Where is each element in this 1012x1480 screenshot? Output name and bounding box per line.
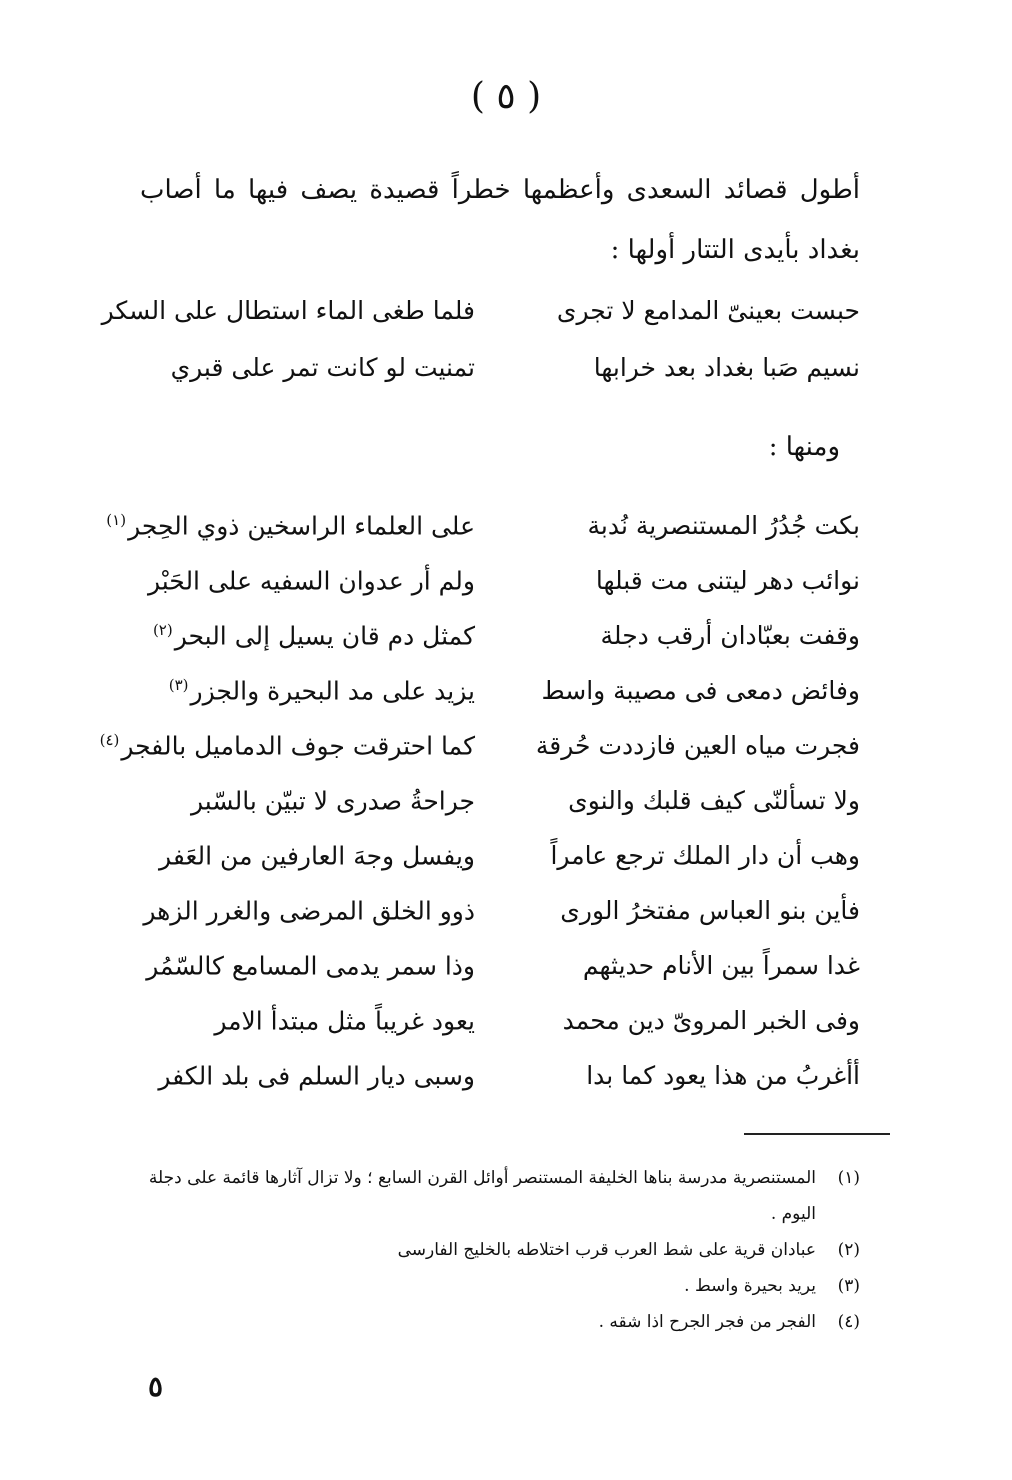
hemistich-text: وسبى ديار السلم فى بلد الكفر — [158, 1061, 475, 1091]
footnote-number: (١) — [837, 1168, 860, 1188]
hemistich-text: يعود غريباً مثل مبتدأ الامر — [214, 1006, 475, 1036]
verse-first-hemistich: ولا تسألنّى كيف قلبك والنوى — [568, 786, 860, 815]
verse-first-hemistich: وهب أن دار الملك ترجع عامراً — [550, 841, 860, 870]
verse-first-hemistich: وفائض دمعى فى مصيبة واسط — [541, 676, 860, 705]
footnote-number: (٣) — [837, 1276, 860, 1296]
verse-line — [140, 883, 860, 938]
main-verses — [99, 498, 860, 1103]
verse-second-hemistich — [140, 1061, 475, 1090]
verse-second-hemistich — [140, 1006, 475, 1035]
footnote-text: عبادان قرية على شط العرب قرب اختلاطه بالخليج الفارسى — [397, 1240, 816, 1260]
footnote-divider — [744, 1133, 890, 1135]
intro-paragraph: أطول قصائد السعدى وأعظمها خطراً قصيدة يصف فيها ما أصاب بغداد بأيدى التتار أولها : — [140, 175, 860, 265]
verse-line — [140, 828, 860, 883]
footnote-number: (٢) — [837, 1240, 860, 1260]
verse-second-hemistich — [140, 676, 475, 705]
verse-first-hemistich: أأغربُ من هذا يعود كما بدا — [586, 1061, 860, 1090]
verse-first-hemistich: فأين بنو العباس مفتخرُ الورى — [560, 896, 860, 925]
verse-first-hemistich: نسيم صَبا بغداد بعد خرابها — [593, 353, 860, 382]
hemistich-text: كمثل دم قان يسيل إلى البحر — [174, 621, 475, 651]
section-label: ومنها : — [768, 432, 840, 462]
footnote — [140, 1304, 860, 1340]
hemistich-text: يزيد على مد البحيرة والجزر — [190, 676, 475, 706]
hemistich-text: ذوو الخلق المرضى والغرر الزهر — [143, 896, 475, 926]
footnote-number: (٤) — [837, 1312, 860, 1332]
verse-second-hemistich — [140, 786, 475, 815]
footnote — [140, 1232, 860, 1268]
verse-line — [140, 993, 860, 1048]
verse-line — [140, 339, 860, 396]
verse-second-hemistich — [140, 566, 475, 595]
page-number: ٥ — [148, 1370, 164, 1403]
verse-line — [140, 553, 860, 608]
footnote-text: الفجر من فجر الجرح اذا شقه . — [598, 1312, 816, 1332]
verse-first-hemistich: حبست بعينىّ المدامع لا تجرى — [556, 296, 860, 325]
verse-second-hemistich — [140, 621, 475, 650]
verse-line — [106, 498, 860, 553]
verse-line — [140, 938, 860, 993]
verse-first-hemistich: فجرت مياه العين فازددت حُرقة — [535, 731, 860, 760]
hemistich-text: على العلماء الراسخين ذوي الحِجر — [128, 511, 475, 541]
hemistich-text: ويفسل وجهَ العارفين من العَفر — [159, 841, 475, 871]
hemistich-text: ولم أر عدوان السفيه على الحَبْر — [147, 566, 475, 596]
verse-first-hemistich: نوائب دهر ليتنى مت قبلها — [595, 566, 860, 595]
footnote-text: المستنصرية مدرسة بناها الخليفة المستنصر أوائل القرن السابع ؛ ولا تزال آثارها قائمة على دجلة اليوم . — [148, 1168, 816, 1224]
verse-second-hemistich — [106, 510, 475, 541]
hemistich-text: جراحةُ صدرى لا تبيّن بالسّبر — [191, 786, 475, 816]
hemistich-text: وذا سمر يدمى المسامع كالسّمُر — [146, 951, 475, 981]
verse-second-hemistich: تمنيت لو كانت تمر على قبري — [170, 353, 475, 382]
verse-line — [140, 1048, 860, 1103]
footnote — [140, 1268, 860, 1304]
footnote-reference: (٢) — [152, 620, 173, 639]
opening-verses — [101, 282, 860, 396]
page-header-number: ( ٥ ) — [470, 76, 542, 117]
verse-first-hemistich: بكت جُدُرُ المستنصرية نُدبة — [587, 511, 860, 540]
verse-second-hemistich — [140, 841, 475, 870]
verse-second-hemistich — [99, 730, 475, 761]
verse-line — [140, 773, 860, 828]
verse-line — [140, 663, 860, 718]
footnotes — [140, 1160, 860, 1340]
verse-first-hemistich: غدا سمراً بين الأنام حديثهم — [582, 951, 860, 980]
verse-second-hemistich — [140, 951, 475, 980]
verse-first-hemistich: وفى الخبر المروىّ دين محمد — [562, 1006, 860, 1035]
verse-second-hemistich: فلما طغى الماء استطال على السكر — [101, 296, 475, 325]
footnote-reference: (٣) — [168, 675, 189, 694]
footnote-reference: (٤) — [99, 730, 120, 749]
footnote — [140, 1160, 860, 1232]
verse-first-hemistich: وقفت بعبّادان أرقب دجلة — [600, 621, 860, 650]
footnote-reference: (١) — [106, 510, 127, 529]
verse-line — [99, 718, 860, 773]
verse-line — [140, 608, 860, 663]
hemistich-text: كما احترقت جوف الدماميل بالفجر — [121, 731, 475, 761]
verse-line — [101, 282, 860, 339]
verse-second-hemistich — [140, 896, 475, 925]
footnote-text: يريد بحيرة واسط . — [684, 1276, 816, 1296]
